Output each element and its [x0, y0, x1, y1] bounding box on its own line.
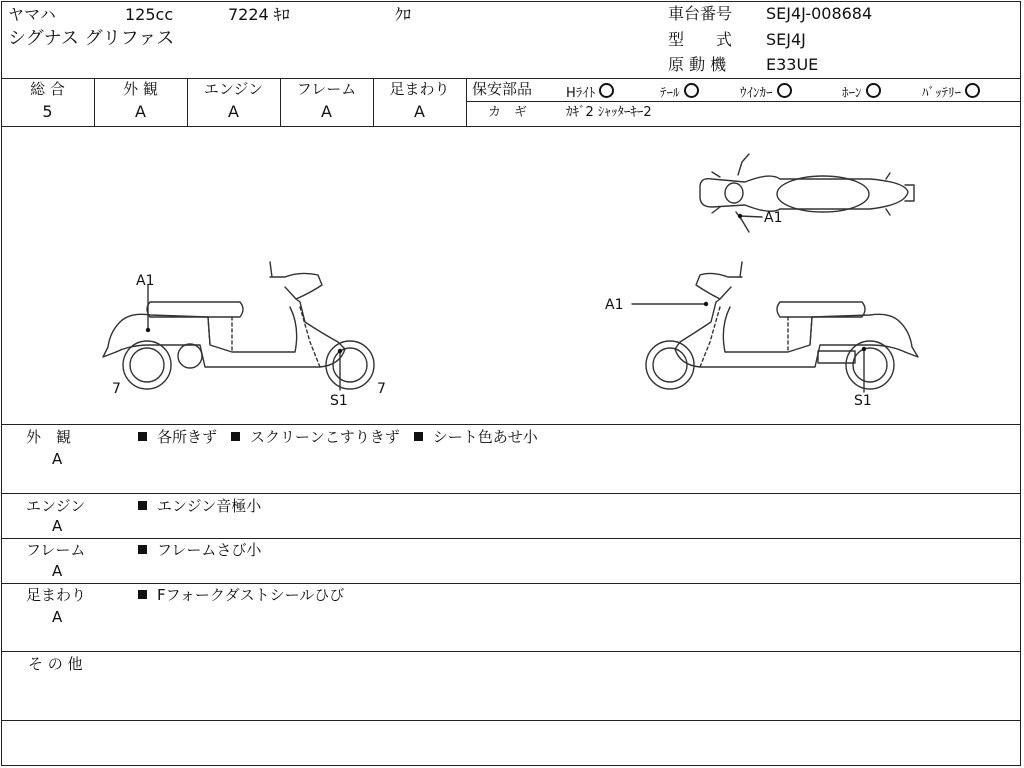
square-bullet-icon	[414, 432, 423, 441]
scooter-right-view	[646, 262, 918, 389]
section-title: エンジン	[26, 497, 86, 515]
safety-item: ﾃｰﾙ	[660, 83, 699, 100]
grade-value: A	[321, 102, 332, 121]
safety-item: ﾊﾞｯﾃﾘｰ	[922, 83, 980, 100]
section-title: そ の 他	[28, 655, 83, 673]
ok-circle-icon	[866, 83, 881, 98]
note-item: エンジン音極小	[138, 497, 261, 515]
grade-value: 5	[42, 102, 53, 121]
mark-left-7a: 7	[112, 381, 121, 397]
section-title: 外 観	[26, 428, 72, 446]
section-title: 足まわり	[26, 586, 87, 604]
frame-no: SEJ4J-008684	[766, 4, 873, 23]
safety-label: 保安部品	[472, 80, 533, 98]
grade-label: フレーム	[296, 80, 357, 98]
grade-value: A	[135, 102, 146, 121]
ok-circle-icon	[599, 83, 614, 98]
model-name: シグナス グリファス	[8, 28, 175, 49]
section-notes	[138, 588, 358, 603]
mark-right-s1: S1	[854, 393, 872, 409]
engine-label: 原 動 機	[668, 55, 727, 74]
grade-label: 足まわり	[389, 80, 450, 98]
maker: ヤマハ	[8, 5, 56, 24]
section-grade: A	[52, 562, 63, 580]
mark-right-a1: A1	[605, 297, 624, 313]
ok-circle-icon	[965, 83, 980, 98]
note-item: フレームさび小	[138, 541, 261, 559]
engine-value: E33UE	[766, 55, 819, 74]
note-item: スクリーンこすりきず	[231, 428, 400, 446]
safety-item: Hﾗｲﾄ	[566, 83, 614, 100]
grade-value: A	[228, 102, 239, 121]
square-bullet-icon	[138, 501, 147, 510]
mileage: 7224 ｷﾛ	[228, 5, 290, 24]
square-bullet-icon	[138, 590, 147, 599]
color: ｸﾛ	[395, 5, 412, 24]
section-grade: A	[52, 608, 63, 626]
scooter-diagram	[0, 127, 1024, 424]
section-notes	[138, 499, 275, 514]
ok-circle-icon	[684, 83, 699, 98]
section-notes	[138, 430, 552, 445]
note-item: シート色あせ小	[414, 428, 538, 446]
mark-left-s1: S1	[330, 393, 348, 409]
safety-item: ﾎｰﾝ	[842, 83, 881, 100]
scooter-top-view	[700, 154, 914, 232]
section-grade: A	[52, 450, 63, 468]
grade-label: エンジン	[203, 80, 264, 98]
grade-label: 外 観	[123, 80, 158, 98]
note-item: 各所きず	[138, 428, 217, 446]
safety-item: ｳｲﾝｶｰ	[740, 83, 792, 100]
mark-top-a1: A1	[764, 210, 783, 226]
key-label: カ ギ	[488, 105, 528, 120]
grade-value: A	[414, 102, 425, 121]
section-grade: A	[52, 517, 63, 535]
note-item: Fフォークダストシールひび	[138, 586, 344, 604]
ok-circle-icon	[777, 83, 792, 98]
section-title: フレーム	[26, 541, 86, 559]
grade-label: 総 合	[30, 80, 65, 98]
type-value: SEJ4J	[766, 30, 806, 49]
square-bullet-icon	[138, 545, 147, 554]
square-bullet-icon	[138, 432, 147, 441]
square-bullet-icon	[231, 432, 240, 441]
key-value: ｶｷﾞ2 ｼｬｯﾀｰｷｰ2	[566, 105, 652, 120]
mark-left-a1: A1	[136, 273, 155, 289]
section-notes	[138, 543, 275, 558]
mark-left-7b: 7	[377, 381, 386, 397]
type-label: 型 式	[668, 30, 733, 49]
displacement: 125cc	[125, 5, 174, 24]
frame-no-label: 車台番号	[668, 4, 733, 23]
